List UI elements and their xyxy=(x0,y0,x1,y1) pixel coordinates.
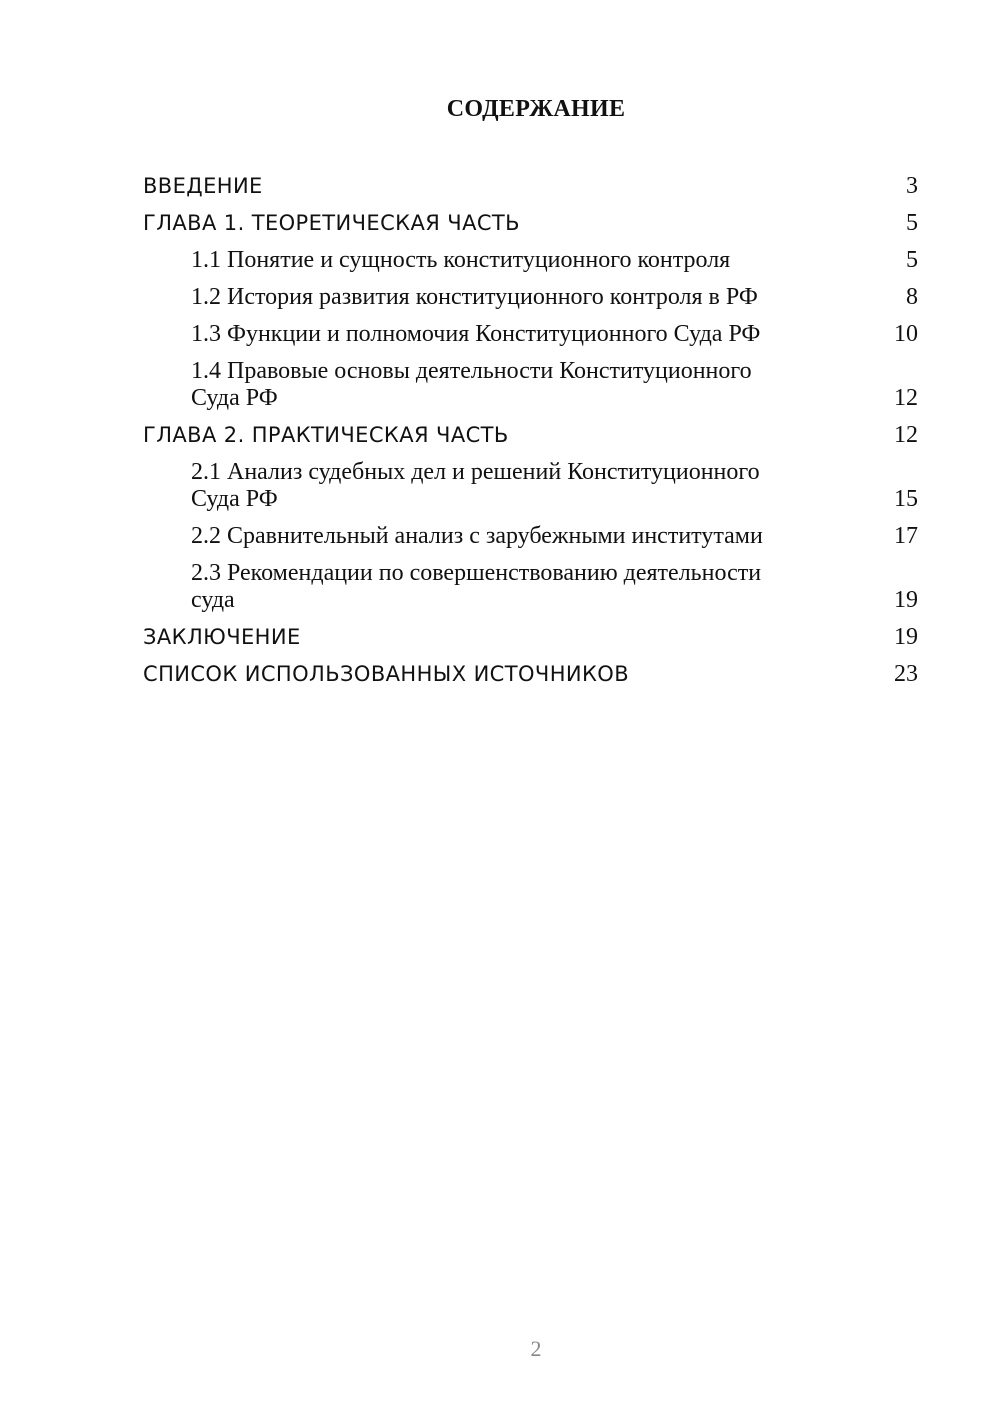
toc-entry-section-2-2[interactable] xyxy=(143,518,918,555)
toc-entry-page: 15 xyxy=(894,486,918,512)
toc-entry-section-1-2[interactable] xyxy=(143,279,918,316)
toc-entry-section-1-3[interactable] xyxy=(143,316,918,353)
toc-entry-label: 1.1 Понятие и сущность конституционного контроля xyxy=(191,247,731,273)
toc-entry-page: 5 xyxy=(906,247,918,273)
toc-entry-chapter-2[interactable] xyxy=(143,417,918,454)
toc-entry-label: ВВЕДЕНИЕ xyxy=(143,174,263,198)
toc-entry-section-2-3[interactable] xyxy=(143,555,918,619)
toc-entry-label: 1.3 Функции и полномочия Конституционного Суда РФ xyxy=(191,321,761,347)
toc-entry-chapter-1[interactable] xyxy=(143,205,918,242)
toc-entry-page: 12 xyxy=(894,385,918,411)
toc-entry-label: 2.1 Анализ судебных дел и решений Конституционного Суда РФ xyxy=(191,459,760,512)
toc-entry-label: СПИСОК ИСПОЛЬЗОВАННЫХ ИСТОЧНИКОВ xyxy=(143,662,630,686)
toc-entry-page: 23 xyxy=(894,661,918,687)
toc-entry-references[interactable] xyxy=(143,656,918,693)
toc-entry-page: 5 xyxy=(906,210,918,236)
toc-entry-introduction[interactable] xyxy=(143,168,918,205)
table-of-contents xyxy=(143,168,918,693)
toc-entry-section-1-4[interactable] xyxy=(143,353,918,417)
toc-entry-label: 1.2 История развития конституционного контроля в РФ xyxy=(191,284,758,310)
toc-entry-page: 10 xyxy=(894,321,918,347)
toc-entry-label: ЗАКЛЮЧЕНИЕ xyxy=(143,625,301,649)
page-number: 2 xyxy=(530,1336,542,1361)
toc-entry-section-2-1[interactable] xyxy=(143,454,918,518)
toc-entry-label: 2.2 Сравнительный анализ с зарубежными институтами xyxy=(191,523,763,549)
toc-entry-label: ГЛАВА 1. ТЕОРЕТИЧЕСКАЯ ЧАСТЬ xyxy=(143,211,520,235)
toc-entry-label: 1.4 Правовые основы деятельности Конституционного Суда РФ xyxy=(191,358,752,411)
toc-entry-label: ГЛАВА 2. ПРАКТИЧЕСКАЯ ЧАСТЬ xyxy=(143,423,509,447)
toc-entry-page: 12 xyxy=(894,422,918,448)
toc-entry-page: 8 xyxy=(906,284,918,310)
toc-entry-label: 2.3 Рекомендации по совершенствованию деятельности суда xyxy=(191,560,762,613)
toc-entry-section-1-1[interactable] xyxy=(143,242,918,279)
toc-entry-conclusion[interactable] xyxy=(143,619,918,656)
toc-entry-page: 19 xyxy=(894,587,918,613)
toc-entry-page: 17 xyxy=(894,523,918,549)
toc-entry-page: 19 xyxy=(894,624,918,650)
toc-entry-page: 3 xyxy=(906,173,918,199)
page-title: СОДЕРЖАНИЕ xyxy=(446,96,626,122)
